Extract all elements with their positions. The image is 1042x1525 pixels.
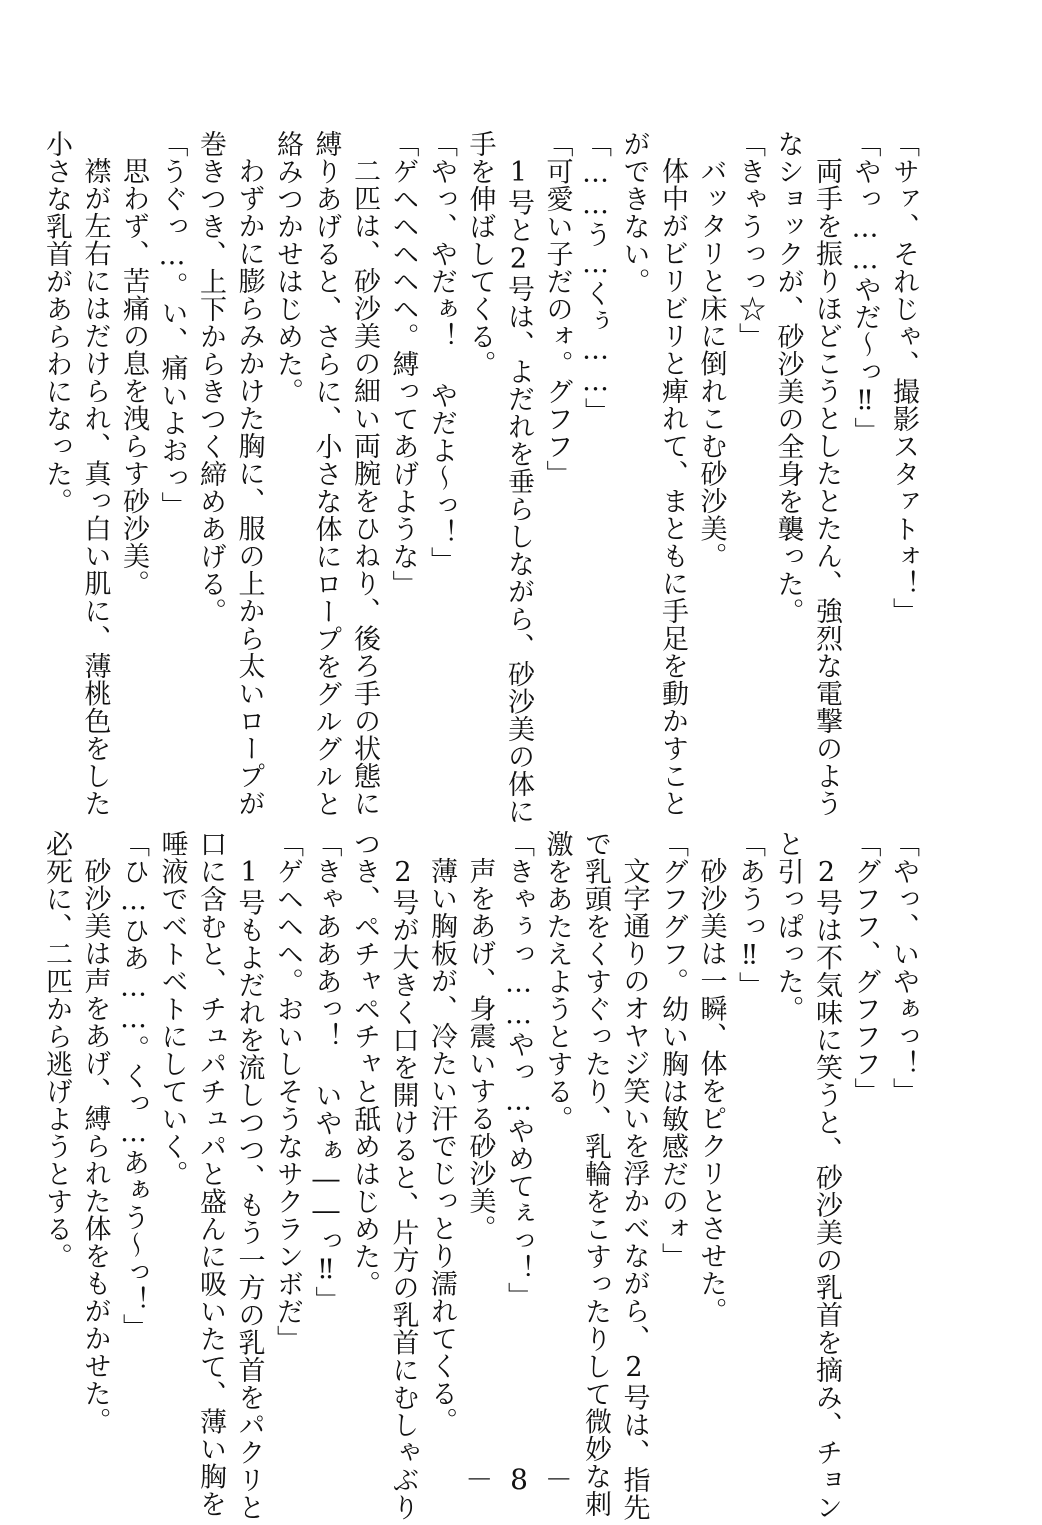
text-line: 「ひ…ひあ……。くっ…あぁう～っ！」: [118, 830, 149, 1341]
text-line: 「やっ、いやぁっ！」: [888, 830, 919, 1105]
text-line: 「きゃうっっ☆」: [734, 130, 765, 350]
text-line: 手を伸ばしてくる。: [464, 130, 496, 378]
text-line: 二匹は、砂沙美の細い両腕をひねり、後ろ手の状態に: [349, 157, 380, 817]
text-line: 文字通りのオヤジ笑いを浮かべながら、2号は、指先: [618, 857, 650, 1521]
text-line: で乳頭をくすぐったり、乳輪をこすったりして微妙な刺: [580, 830, 611, 1518]
text-line: 「やっ……やだ～っ‼」: [849, 130, 881, 445]
text-line: 必死に、二匹から逃げようとする。: [41, 830, 72, 1270]
text-line: 「可愛い子だのォ。グフフ」: [541, 130, 573, 488]
text-line: 口に含むと、チュパチュパと盛んに吸いたて、薄い胸を: [195, 830, 226, 1518]
text-line: 薄い胸板が、冷たい汗でじっとり濡れてくる。: [426, 857, 457, 1435]
text-line: 「ゲヘヘヘヘヘ。縛ってあげような」: [387, 130, 419, 598]
text-line: 「ゲヘヘヘ。おいしそうなサクランボだ」: [272, 830, 303, 1353]
lower-text-block: [41, 830, 922, 1521]
upper-text-block: [41, 130, 922, 825]
text-line: 「……う…くぅ……」: [580, 130, 611, 425]
text-line: 「きゃあああっ！ いやぁ――っ‼」: [310, 830, 342, 1314]
text-line: なショックが、砂沙美の全身を襲った。: [772, 130, 804, 625]
text-line: 思わず、苦痛の息を洩らす砂沙美。: [118, 157, 149, 597]
text-line: 巻きつき、上下からきつく締めあげる。: [195, 130, 226, 625]
text-line: わずかに膨らみかけた胸に、服の上から太いロープが: [233, 157, 265, 817]
text-line: 「あうっ‼」: [734, 830, 765, 999]
text-line: 縛りあげると、さらに、小さな体にロープをグルグルと: [310, 130, 342, 818]
text-line: 砂沙美は声をあげ、縛られた体をもがかせた。: [79, 857, 111, 1435]
text-line: 「グフグフ。幼い胸は敏感だのォ」: [657, 830, 688, 1270]
text-line: 両手を振りほどこうとしたとたん、強烈な電撃のよう: [811, 157, 842, 817]
text-line: と引っぱった。: [772, 830, 804, 1023]
page-number: － 8 －: [465, 1463, 577, 1496]
text-line: 「うぐっ…。い、痛いよおっ」: [156, 130, 188, 519]
text-line: バッタリと床に倒れこむ砂沙美。: [695, 157, 727, 570]
text-line: 「やっ、やだぁ！ やだよ～っ！」: [426, 130, 457, 574]
text-line: 2号は不気味に笑うと、砂沙美の乳首を摘み、チョン: [811, 857, 842, 1521]
text-line: 声をあげ、身震いする砂沙美。: [464, 857, 496, 1242]
text-line: 唾液でベトベトにしていく。: [156, 830, 188, 1188]
text-line: ができない。: [618, 130, 650, 295]
text-line: 1号と2号は、よだれを垂らしながら、砂沙美の体に: [503, 157, 534, 825]
text-line: 体中がビリビリと痺れて、まともに手足を動かすこと: [657, 157, 688, 817]
text-line: 2号が大きく口を開けると、片方の乳首にむしゃぶり: [387, 857, 419, 1521]
text-line: 激をあたえようとする。: [541, 830, 573, 1133]
text-line: 襟が左右にはだけられ、真っ白い肌に、薄桃色をした: [79, 157, 111, 817]
text-line: 砂沙美は一瞬、体をピクリとさせた。: [695, 857, 727, 1325]
text-line: 1号もよだれを流しつつ、もう一方の乳首をパクリと: [233, 857, 265, 1521]
text-line: 絡みつかせはじめた。: [272, 130, 303, 405]
text-line: 「きゃぅっ……やっ…やめてぇっ！」: [503, 830, 534, 1310]
text-line: つき、ペチャペチャと舐めはじめた。: [349, 830, 380, 1298]
text-line: 「グフフ、グフフフ」: [849, 830, 881, 1105]
text-line: 小さな乳首があらわになった。: [41, 130, 72, 515]
text-line: 「サァ、それじゃ、撮影スタァトォ！」: [888, 130, 919, 625]
